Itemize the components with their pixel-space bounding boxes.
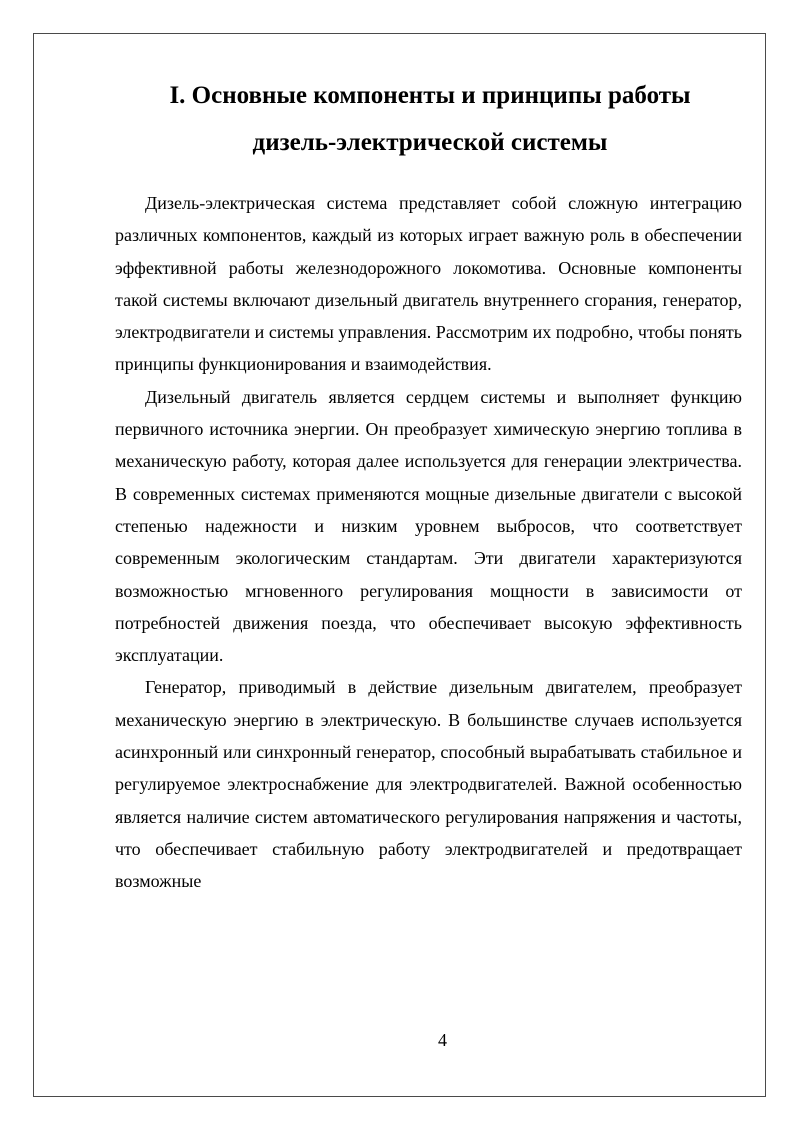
heading-line-1: I. Основные компоненты и принципы работы [169,82,691,109]
section-heading [115,72,745,166]
heading-line-2: дизель-электрической системы [252,129,608,156]
paragraph-1: Дизель-электрическая система представляет собой сложную интеграцию различных компонентов, каждый из которых играет важную роль в обеспечении эффективной работы железнодорожного локомотива. Основные компоненты такой системы включают дизельный двигатель внутреннего сгорания, генератор, электродвигатели и системы управления. Рассмотрим их подробно, чтобы понять принципы функционирования и взаимодействия. [115,193,742,375]
paragraph-3: Генератор, приводимый в действие дизельным двигателем, преобразует механическую энергию в электрическую. В большинстве случаев используется асинхронный или синхронный генератор, способный вырабатывать стабильное и регулируемое электроснабжение для электродвигателей. Важной особенностью является наличие систем автоматического регулирования напряжения и частоты, что обеспечивает стабильную работу электродвигателей и предотвращает возможные [115,677,742,892]
body-text [115,187,742,898]
page-number: 4 [438,1030,447,1050]
paragraph-2: Дизельный двигатель является сердцем системы и выполняет функцию первичного источника энергии. Он преобразует химическую энергию топлива в механическую работу, которая далее используется для генерации электричества. В современных системах применяются мощные дизельные двигатели с высокой степенью надежности и низким уровнем выбросов, что соответствует современным экологическим стандартам. Эти двигатели характеризуются возможностью мгновенного регулирования мощности в зависимости от потребностей движения поезда, что обеспечивает высокую эффективность эксплуатации. [115,386,742,666]
